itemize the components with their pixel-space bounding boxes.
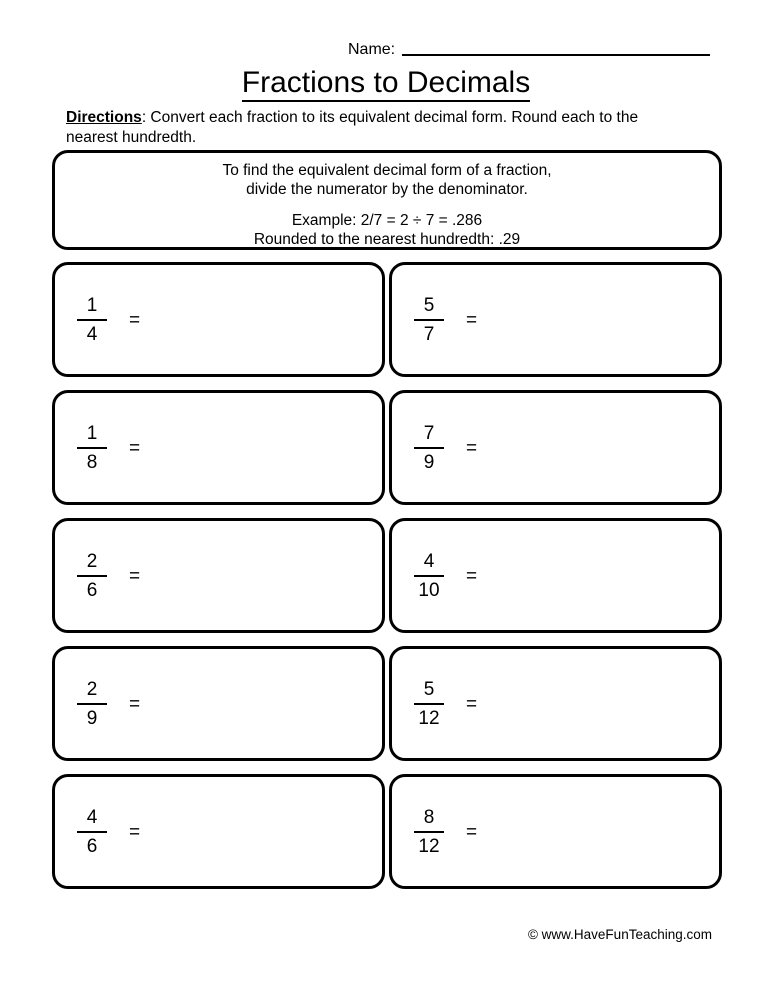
problem-content-1 xyxy=(77,265,140,374)
fraction-bar-icon xyxy=(414,703,444,705)
equals-sign-7: = xyxy=(129,693,141,715)
problem-content-5 xyxy=(77,521,140,630)
fraction-bar-icon xyxy=(77,319,107,321)
fraction-numerator: 2 xyxy=(86,678,98,700)
equals-sign-1: = xyxy=(129,309,141,331)
equals-sign-10: = xyxy=(466,821,478,843)
equals-sign-4: = xyxy=(466,437,478,459)
instruction-example-line: Example: 2/7 = 2 ÷ 7 = .286 xyxy=(291,212,483,229)
problem-box-2[interactable] xyxy=(389,262,722,377)
fraction-denominator: 9 xyxy=(86,707,98,729)
problem-content-10 xyxy=(414,777,477,886)
fraction-numerator: 8 xyxy=(423,806,435,828)
directions-text: : Convert each fraction to its equivalent decimal form. Round each to the nearest hundredth. xyxy=(66,109,639,146)
fraction-numerator: 5 xyxy=(423,678,435,700)
fraction-9 xyxy=(77,807,107,857)
equals-sign-5: = xyxy=(129,565,141,587)
fraction-numerator: 5 xyxy=(423,294,435,316)
fraction-1 xyxy=(77,295,107,345)
fraction-bar-icon xyxy=(77,447,107,449)
problem-box-9[interactable] xyxy=(52,774,385,889)
fraction-6 xyxy=(414,551,444,601)
fraction-denominator: 8 xyxy=(86,451,98,473)
problem-content-4 xyxy=(414,393,477,502)
fraction-bar-icon xyxy=(414,575,444,577)
problem-box-4[interactable] xyxy=(389,390,722,505)
problem-box-1[interactable] xyxy=(52,262,385,377)
fraction-10 xyxy=(414,807,444,857)
fraction-2 xyxy=(414,295,444,345)
equals-sign-9: = xyxy=(129,821,141,843)
equals-sign-8: = xyxy=(466,693,478,715)
problem-content-9 xyxy=(77,777,140,886)
fraction-denominator: 4 xyxy=(86,323,98,345)
equals-sign-6: = xyxy=(466,565,478,587)
fraction-3 xyxy=(77,423,107,473)
fraction-denominator: 7 xyxy=(423,323,435,345)
fraction-numerator: 1 xyxy=(86,422,98,444)
fraction-denominator: 12 xyxy=(418,835,440,857)
footer-copyright: © www.HaveFunTeaching.com xyxy=(527,927,712,942)
problem-box-8[interactable] xyxy=(389,646,722,761)
fraction-denominator: 9 xyxy=(423,451,435,473)
fraction-denominator: 6 xyxy=(86,579,98,601)
name-write-in-line[interactable] xyxy=(402,54,710,56)
equals-sign-2: = xyxy=(466,309,478,331)
fraction-bar-icon xyxy=(77,703,107,705)
problem-content-6 xyxy=(414,521,477,630)
fraction-denominator: 10 xyxy=(418,579,440,601)
fraction-numerator: 4 xyxy=(423,550,435,572)
fraction-5 xyxy=(77,551,107,601)
problem-box-10[interactable] xyxy=(389,774,722,889)
fraction-bar-icon xyxy=(77,831,107,833)
fraction-7 xyxy=(77,679,107,729)
directions xyxy=(66,108,686,148)
fraction-numerator: 7 xyxy=(423,422,435,444)
instruction-rounded-line: Rounded to the nearest hundredth: .29 xyxy=(253,230,521,248)
fraction-8 xyxy=(414,679,444,729)
problem-box-5[interactable] xyxy=(52,518,385,633)
problem-content-8 xyxy=(414,649,477,758)
page-title xyxy=(0,66,772,100)
fraction-numerator: 1 xyxy=(86,294,98,316)
fraction-bar-icon xyxy=(414,447,444,449)
instruction-box xyxy=(52,150,722,250)
fraction-denominator: 12 xyxy=(418,707,440,729)
fraction-bar-icon xyxy=(414,831,444,833)
instruction-spacer xyxy=(55,199,719,212)
directions-label: Directions xyxy=(66,109,142,126)
equals-sign-3: = xyxy=(129,437,141,459)
name-field-row xyxy=(348,41,710,59)
page-title-text: Fractions to Decimals xyxy=(242,66,530,102)
problem-content-3 xyxy=(77,393,140,502)
problem-content-2 xyxy=(414,265,477,374)
instruction-line-1: To find the equivalent decimal form of a fraction, xyxy=(222,162,552,179)
fraction-denominator: 6 xyxy=(86,835,98,857)
instruction-line-2: divide the numerator by the denominator. xyxy=(246,180,528,198)
problem-box-6[interactable] xyxy=(389,518,722,633)
fraction-bar-icon xyxy=(414,319,444,321)
problem-box-7[interactable] xyxy=(52,646,385,761)
fraction-numerator: 4 xyxy=(86,806,98,828)
instruction-box-content xyxy=(55,162,719,249)
name-label: Name: xyxy=(348,41,396,58)
problem-box-3[interactable] xyxy=(52,390,385,505)
fraction-bar-icon xyxy=(77,575,107,577)
fraction-numerator: 2 xyxy=(86,550,98,572)
problem-content-7 xyxy=(77,649,140,758)
fraction-4 xyxy=(414,423,444,473)
